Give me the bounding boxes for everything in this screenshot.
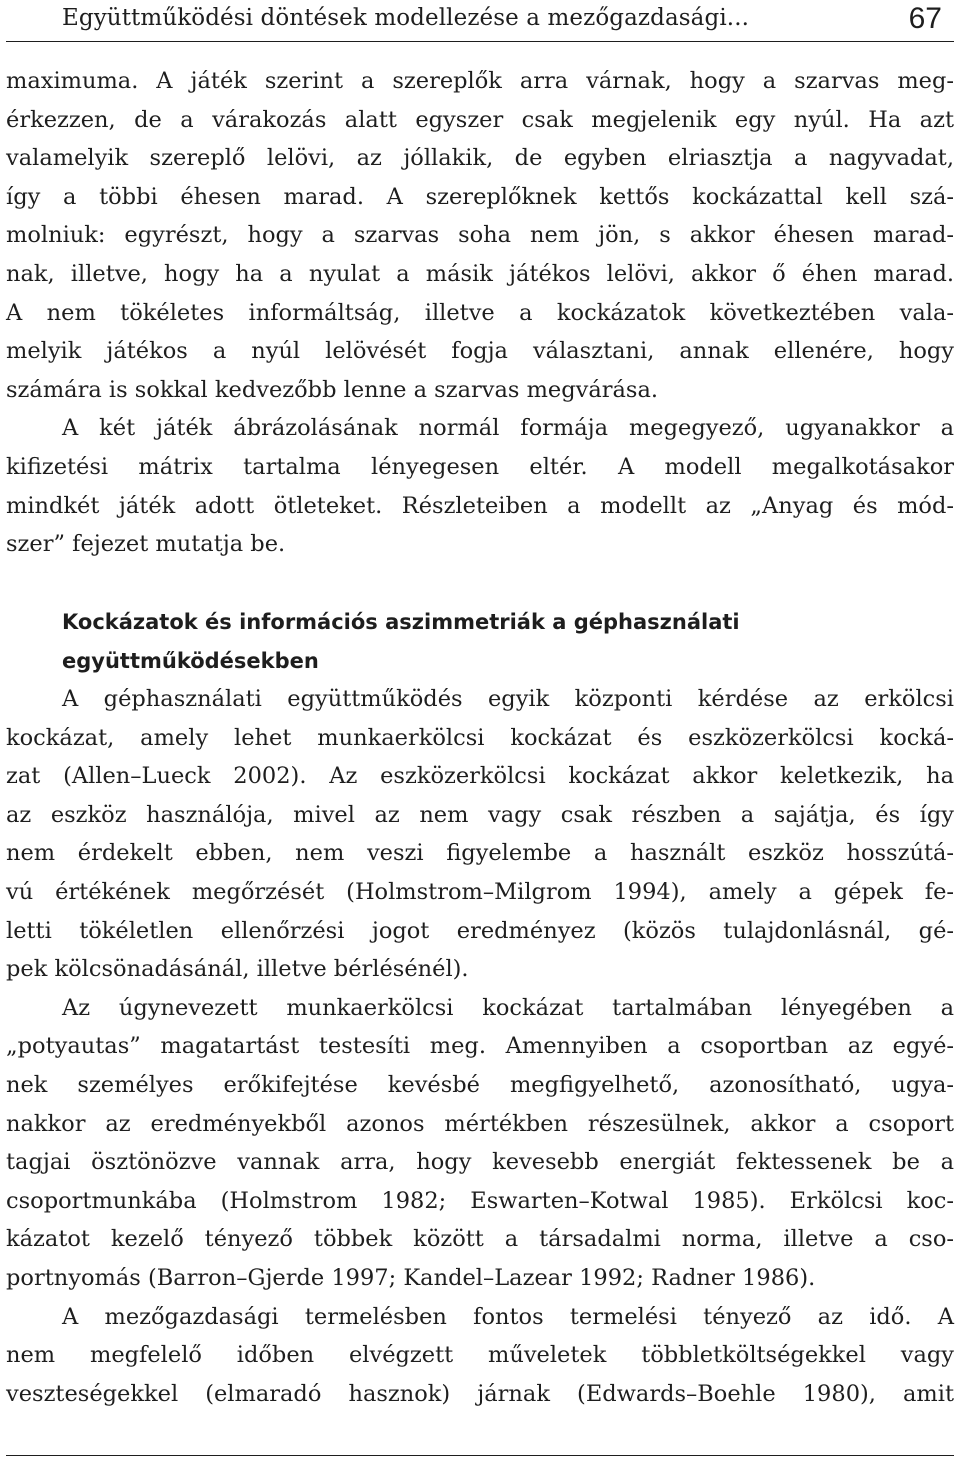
text-line: kifizetési mátrix tartalma lényegesen eltér. A modell megalkotásakor (6, 453, 954, 480)
text-line: melyik játékos a nyúl lelövését fogja választani, annak ellenére, hogy (6, 338, 954, 365)
body-text-bottom (6, 680, 954, 1413)
text-line: nek személyes erőkifejtése kevésbé megfigyelhető, azonosítható, ugya- (6, 1071, 954, 1098)
page-number: 67 (908, 2, 942, 35)
heading-line: együttműködésekben (62, 648, 319, 673)
text-line: zat (Allen–Lueck 2002). Az eszközerkölcsi kockázat akkor keletkezik, ha (6, 763, 954, 790)
text-line: szer” fejezet mutatja be. (6, 531, 286, 558)
text-line: molniuk: egyrészt, hogy a szarvas soha nem jön, s akkor éhesen marad- (6, 222, 954, 249)
section-heading (62, 603, 954, 680)
text-line: A nem tökéletes informáltság, illetve a kockázatok következtében vala- (6, 299, 954, 326)
text-line: tagjai ösztönözve vannak arra, hogy kevesebb energiát fektessenek be a (6, 1149, 954, 1176)
text-line: portnyomás (Barron–Gjerde 1997; Kandel–Lazear 1992; Radner 1986). (6, 1264, 816, 1291)
text-line: „potyautas” magatartást testesíti meg. Amennyiben a csoportban az egyé- (6, 1033, 954, 1060)
body-text-top (6, 62, 954, 564)
text-line: érkezzen, de a várakozás alatt egyszer csak megjelenik egy nyúl. Ha azt (6, 106, 954, 133)
text-line: A géphasználati együttműködés egyik központi kérdése az erkölcsi (62, 686, 954, 712)
text-line: maximuma. A játék szerint a szereplők arra várnak, hogy a szarvas meg- (6, 68, 954, 94)
text-line: A két játék ábrázolásának normál formája megegyező, ugyanakkor a (62, 415, 954, 442)
text-line: nem érdekelt ebben, nem veszi figyelembe a használt eszköz hosszútá- (6, 840, 954, 867)
running-header (0, 0, 960, 44)
footer-rule (6, 1455, 954, 1456)
heading-line: Kockázatok és információs aszimmetriák a géphasználati (62, 610, 740, 634)
text-line: nem megfelelő időben elvégzett műveletek többletköltségekkel vagy (6, 1342, 954, 1369)
text-line: valamelyik szereplő lelövi, az jóllakik, de egyben elriasztja a nagyvadat, (6, 145, 954, 172)
text-line: kockázat, amely lehet munkaerkölcsi kockázat és eszközerkölcsi kocká- (6, 724, 954, 751)
text-line: számára is sokkal kedvezőbb lenne a szarvas megvárása. (6, 376, 659, 403)
text-line: nakkor az eredményekből azonos mértékben részesülnek, akkor a csoport (6, 1110, 954, 1137)
text-line: pek kölcsönadásánál, illetve bérlésénél). (6, 956, 469, 983)
text-line: nak, illetve, hogy ha a nyulat a másik játékos lelövi, akkor ő éhen marad. (6, 260, 954, 287)
text-line: A mezőgazdasági termelésben fontos termelési tényező az idő. A (62, 1303, 954, 1330)
text-line: mindkét játék adott ötleteket. Részleteiben a modellt az „Anyag és mód- (6, 492, 954, 519)
text-line: kázatot kezelő tényező többek között a társadalmi norma, illetve a cso- (6, 1226, 954, 1253)
text-line: így a többi éhesen marad. A szereplőknek kettős kockázattal kell szá- (6, 183, 954, 210)
text-line: vú értékének megőrzését (Holmstrom–Milgrom 1994), amely a gépek fe- (6, 878, 954, 905)
text-line: letti tökéletlen ellenőrzési jogot eredményez (közös tulajdonlásnál, gé- (6, 917, 954, 944)
text-line: Az úgynevezett munkaerkölcsi kockázat tartalmában lényegében a (62, 994, 954, 1021)
text-line: az eszköz használója, mivel az nem vagy csak részben a sajátja, és így (6, 801, 954, 828)
text-line: veszteségekkel (elmaradó hasznok) járnak (Edwards–Boehle 1980), amit (6, 1380, 954, 1407)
running-title: Együttműködési döntések modellezése a mezőgazdasági... (62, 5, 750, 31)
text-line: csoportmunkába (Holmstrom 1982; Eswarten–Kotwal 1985). Erkölcsi koc- (6, 1187, 954, 1214)
header-rule (6, 41, 954, 42)
